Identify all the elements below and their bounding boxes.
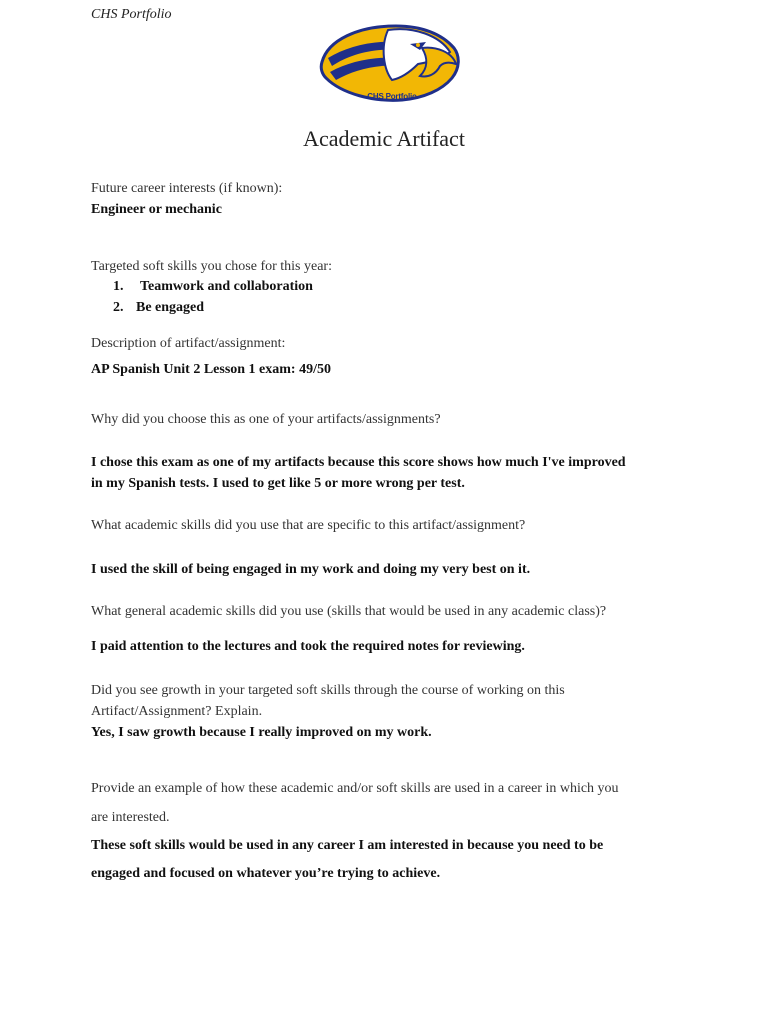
skill-number: 2. xyxy=(113,300,124,315)
logo-caption: CHS Portfolio xyxy=(367,92,417,101)
description-answer: AP Spanish Unit 2 Lesson 1 exam: 49/50 xyxy=(91,362,331,377)
example-question-line: are interested. xyxy=(91,810,170,825)
general-skills-question: What general academic skills did you use (skills that would be used in any academic class)? xyxy=(91,604,607,619)
growth-question-line: Did you see growth in your targeted soft skills through the course of working on this xyxy=(91,683,565,698)
description-question: Description of artifact/assignment: xyxy=(91,336,286,351)
page-title: Academic Artifact xyxy=(303,126,465,151)
example-answer-line: These soft skills would be used in any career I am interested in because you need to be xyxy=(91,838,604,853)
header-portfolio-label: CHS Portfolio xyxy=(91,7,172,22)
specific-skills-answer: I used the skill of being engaged in my work and doing my very best on it. xyxy=(91,562,531,577)
growth-question-line: Artifact/Assignment? Explain. xyxy=(91,704,263,719)
skills-question: Targeted soft skills you chose for this year: xyxy=(91,259,332,274)
example-question-line: Provide an example of how these academic and/or soft skills are used in a career in which you xyxy=(91,781,619,796)
why-question: Why did you choose this as one of your artifacts/assignments? xyxy=(91,412,441,427)
general-skills-answer: I paid attention to the lectures and took the required notes for reviewing. xyxy=(91,639,525,654)
skill-number: 1. xyxy=(113,279,124,294)
why-answer-line: in my Spanish tests. I used to get like 5 or more wrong per test. xyxy=(91,476,465,491)
why-answer-line: I chose this exam as one of my artifacts because this score shows how much I've improved xyxy=(91,455,626,470)
skill-label: Be engaged xyxy=(136,300,205,315)
growth-answer: Yes, I saw growth because I really improved on my work. xyxy=(91,725,432,740)
skill-list-item xyxy=(113,300,204,316)
skill-label: Teamwork and collaboration xyxy=(140,279,313,294)
skill-list-item xyxy=(113,279,313,295)
career-answer: Engineer or mechanic xyxy=(91,202,222,217)
specific-skills-question: What academic skills did you use that are specific to this artifact/assignment? xyxy=(91,518,526,533)
example-answer-line: engaged and focused on whatever you’re trying to achieve. xyxy=(91,866,441,881)
career-question: Future career interests (if known): xyxy=(91,181,283,196)
